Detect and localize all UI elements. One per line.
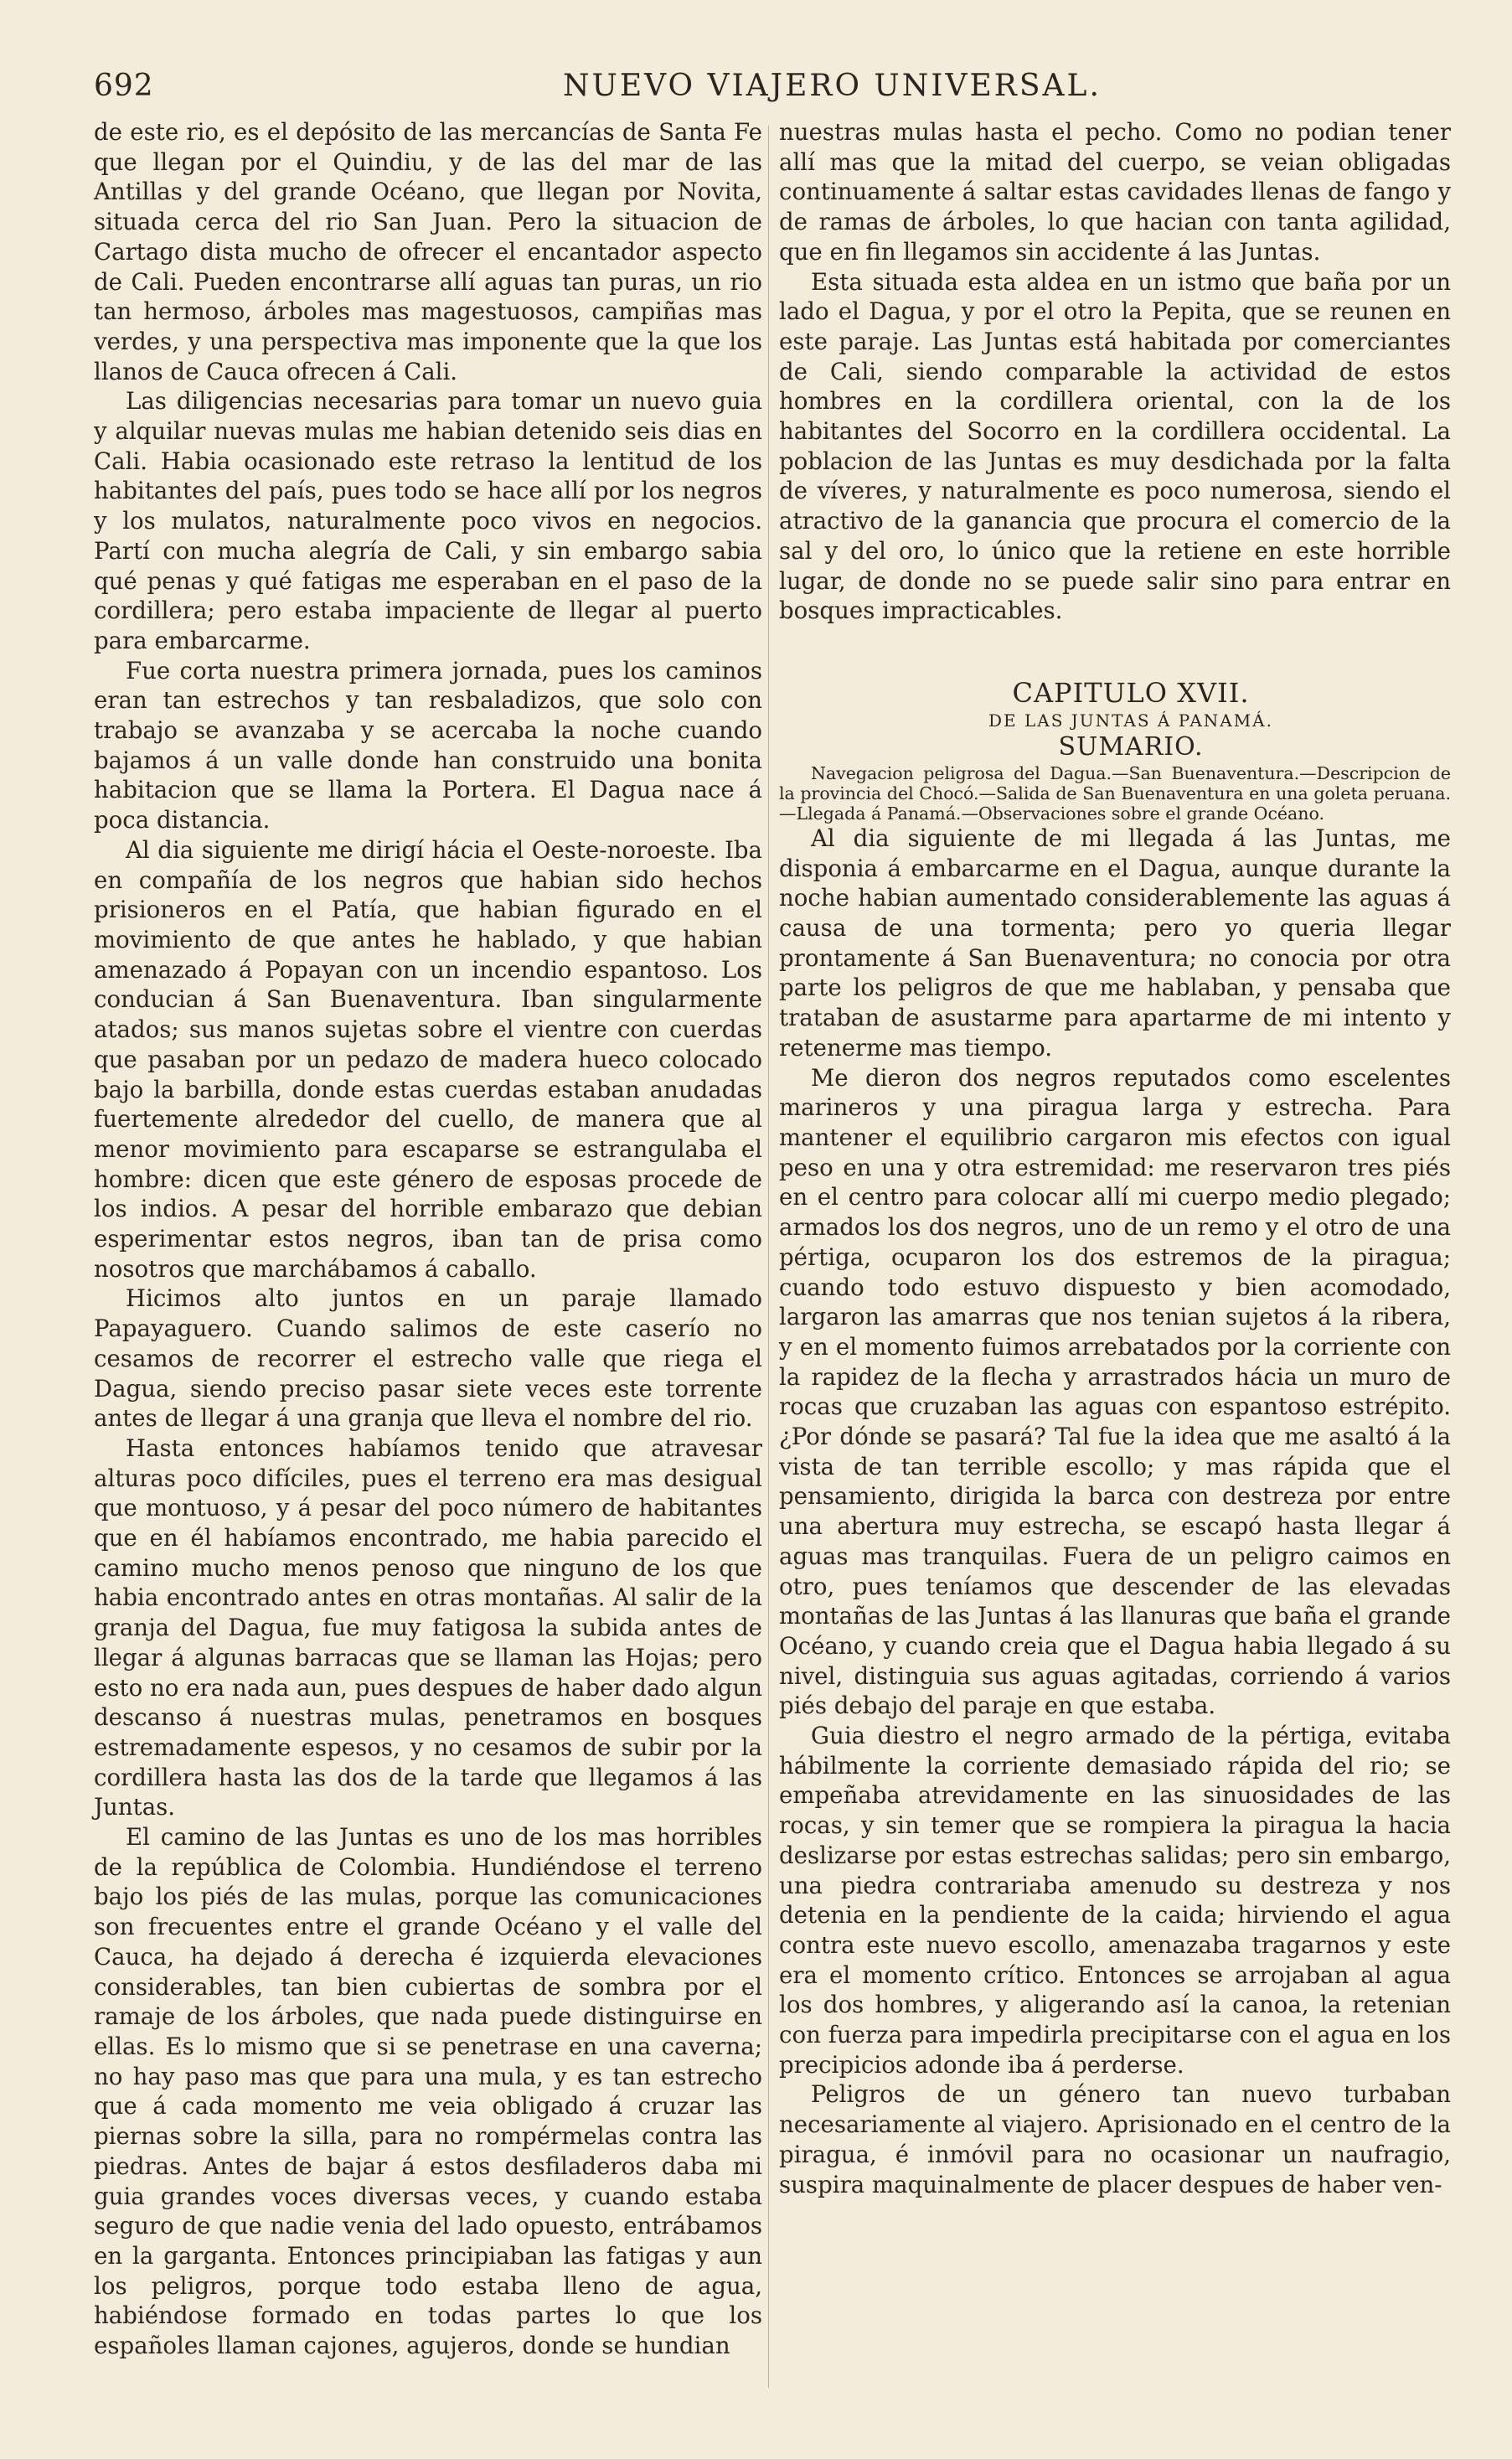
paragraph: Esta situada esta aldea en un istmo que baña por un lado el Dagua, y por el otro la Pepita, que se reunen en este paraje. Las Juntas está habitada por comerciantes de Cali, siendo comparable la actividad de estos hombres en la cordillera oriental, con la de los habitantes del Socorro en la cordillera occidental. La poblacion de las Juntas es muy desdichada por la falta de víveres, y naturalmente es poco numerosa, siendo el atractivo de la ganancia que procura el comercio de la sal y del oro, lo único que la retiene en este horrible lugar, de donde no se puede salir sino para entrar en bosques impracticables. <box>779 267 1451 625</box>
paragraph: Guia diestro el negro armado de la pértiga, evitaba hábilmente la corriente demasiado rápida del rio; se empeñaba atrevidamente en las sinuosidades de las rocas, y sin temer que se rompiera la piragua la hacia deslizarse por estas estrechas salidas; pero sin embargo, una piedra contrariaba amenudo su destreza y nos detenia en la pendiente de la caida; hirviendo el agua contra este nuevo escollo, amenazaba tragarnos y este era el momento crítico. Entonces se arrojaban al agua los dos hombres, y aligerando así la canoa, la retenian con fuerza para impedirla precipitarse con el agua en los precipicios adonde iba á perderse. <box>779 1722 1451 2079</box>
chapter-subtitle: DE LAS JUNTAS Á PANAMÁ. <box>988 710 1273 731</box>
chapter-heading <box>779 676 1451 763</box>
paragraph: nuestras mulas hasta el pecho. Como no podian tener allí mas que la mitad del cuerpo, se veian obligadas continuamente á saltar estas cavidades llenas de fango y de ramas de árboles, lo que hacian con tanta agilidad, que en fin llegamos sin accidente á las Juntas. <box>779 118 1451 266</box>
right-column <box>779 117 1451 2199</box>
paragraph: Al dia siguiente me dirigí hácia el Oeste-noroeste. Iba en compañía de los negros que habian sido hechos prisioneros en el Patía, que habian figurado en el movimiento de que antes he hablado, y que habian amenazado á Popayan con un incendio espantoso. Los conducian á San Buenaventura. Iban singularmente atados; sus manos sujetas sobre el vientre con cuerdas que pasaban por un pedazo de madera hueco colocado bajo la barbilla, donde estas cuerdas estaban anudadas fuertemente alrededor del cuello, de manera que al menor movimiento para escaparse se estrangulaba el hombre: dicen que este género de esposas procede de los indios. A pesar del horrible embarazo que debian esperimentar estos negros, iban tan de prisa como nosotros que marchábamos á caballo. <box>94 835 762 1283</box>
chapter-title: CAPITULO XVII. <box>1012 676 1250 709</box>
left-column <box>94 117 762 2361</box>
summary-heading: SUMARIO. <box>1058 731 1204 762</box>
summary-text: Navegacion peligrosa del Dagua.—San Buenaventura.—Descripcion de la provincia del Chocó.—Salida de San Buenaventura en una goleta peruana.—Llegada á Panamá.—Observaciones sobre el grande Océano. <box>779 762 1451 824</box>
paragraph: Fue corta nuestra primera jornada, pues los caminos eran tan estrechos y tan resbaladizos, que solo con trabajo se avanzaba y se acercaba la noche cuando bajamos á un valle donde han construido una bonita habitacion que se llama la Portera. El Dagua nace á poca distancia. <box>94 656 762 834</box>
running-title: NUEVO VIAJERO UNIVERSAL. <box>563 69 1102 103</box>
paragraph: de este rio, es el depósito de las mercancías de Santa Fe que llegan por el Quindiu, y de las del mar de las Antillas y del grande Océano, que llegan por Novita, situada cerca del rio San Juan. Pero la situacion de Cartago dista mucho de ofrecer el encantador aspecto de Cali. Pueden encontrarse allí aguas tan puras, un rio tan hermoso, árboles mas magestuosos, campiñas mas verdes, y una perspectiva mas imponente que la que los llanos de Cauca ofrecen á Cali. <box>94 118 762 385</box>
column-divider <box>768 126 769 2388</box>
paragraph: Hasta entonces habíamos tenido que atravesar alturas poco difíciles, pues el terreno era mas desigual que montuoso, y á pesar del poco número de habitantes que en él habíamos encontrado, me habia parecido el camino mucho menos penoso que ninguno de los que habia encontrado antes en otras montañas. Al salir de la granja del Dagua, fue muy fatigosa la subida antes de llegar á algunas barracas que se llaman las Hojas; pero esto no era nada aun, pues despues de haber dado algun descanso á nuestras mulas, penetramos en bosques estremadamente espesos, y no cesamos de subir por la cordillera hasta las dos de la tarde que llegamos á las Juntas. <box>94 1434 762 1821</box>
paragraph: Peligros de un género tan nuevo turbaban necesariamente al viajero. Aprisionado en el centro de la piragua, é inmóvil para no ocasionar un naufragio, suspira maquinalmente de placer despues de haber ven- <box>779 2080 1451 2198</box>
page-header <box>94 64 1434 114</box>
paragraph: El camino de las Juntas es uno de los mas horribles de la república de Colombia. Hundiéndose el terreno bajo los piés de las mulas, porque las comunicaciones son frecuentes entre el grande Océano y el valle del Cauca, ha dejado á derecha é izquierda elevaciones considerables, tan bien cubiertas de sombra por el ramaje de los árboles, que nada puede distinguirse en ellas. Es lo mismo que si se penetrase en una caverna; no hay paso mas que para una mula, y es tan estrecho que á cada momento me veia obligado á cruzar las piernas sobre la silla, para no rompérmelas contra las piedras. Antes de bajar á estos desfiladeros daba mi guia grandes voces diversas veces, y cuando estaba seguro de que nadie venia del lado opuesto, entrábamos en la garganta. Entonces principiaban las fatigas y aun los peligros, porque todo estaba lleno de agua, habiéndose formado en todas partes lo que los españoles llaman cajones, agujeros, donde se hundian <box>94 1823 762 2360</box>
page-number: 692 <box>94 69 154 103</box>
paragraph: Las diligencias necesarias para tomar un nuevo guia y alquilar nuevas mulas me habian detenido seis dias en Cali. Habia ocasionado este retraso la lentitud de los habitantes del país, pues todo se hace allí por los negros y los mulatos, naturalmente poco vivos en negocios. Partí con mucha alegría de Cali, y sin embargo sabia qué penas y qué fatigas me esperaban en el paso de la cordillera; pero estaba impaciente de llegar al puerto para embarcarme. <box>94 387 762 654</box>
paragraph: Al dia siguiente de mi llegada á las Juntas, me disponia á embarcarme en el Dagua, aunque durante la noche habian aumentado considerablemente las aguas á causa de una tormenta; pero yo queria llegar prontamente á San Buenaventura; no conocia por otra parte los peligros de que me hablaban, y pensaba que trataban de asustarme para apartarme de mi intento y retenerme mas tiempo. <box>779 824 1451 1062</box>
paragraph: Me dieron dos negros reputados como escelentes marineros y una piragua larga y estrecha. Para mantener el equilibrio cargaron mis efectos con igual peso en una y otra estremidad: me reservaron tres piés en el centro para colocar allí mi cuerpo medio plegado; armados los dos negros, uno de un remo y el otro de una pértiga, ocuparon los dos estremos de la piragua; cuando todo estuvo dispuesto y bien acomodado, largaron las amarras que nos tenian sujetos á la ribera, y en el momento fuimos arrebatados por la corriente con la rapidez de la flecha y arrastrados hácia un muro de rocas que cruzaban las aguas con espantoso estrépito. ¿Por dónde se pasará? Tal fue la idea que me asaltó á la vista de tan terrible escollo; y mas rápida que el pensamiento, dirigida la barca con destreza por entre una abertura muy estrecha, se escapó hasta llegar á aguas mas tranquilas. Fuera de un peligro caimos en otro, pues teníamos que descender de las elevadas montañas de las Juntas á las llanuras que baña el grande Océano, y cuando creia que el Dagua habia llegado á su nivel, distinguia sus aguas agitadas, corriendo á varios piés debajo del paraje en que estaba. <box>779 1063 1451 1720</box>
paragraph: Hicimos alto juntos en un paraje llamado Papayaguero. Cuando salimos de este caserío no cesamos de recorrer el estrecho valle que riega el Dagua, siendo preciso pasar siete veces este torrente antes de llegar á una granja que lleva el nombre del rio. <box>94 1284 762 1433</box>
